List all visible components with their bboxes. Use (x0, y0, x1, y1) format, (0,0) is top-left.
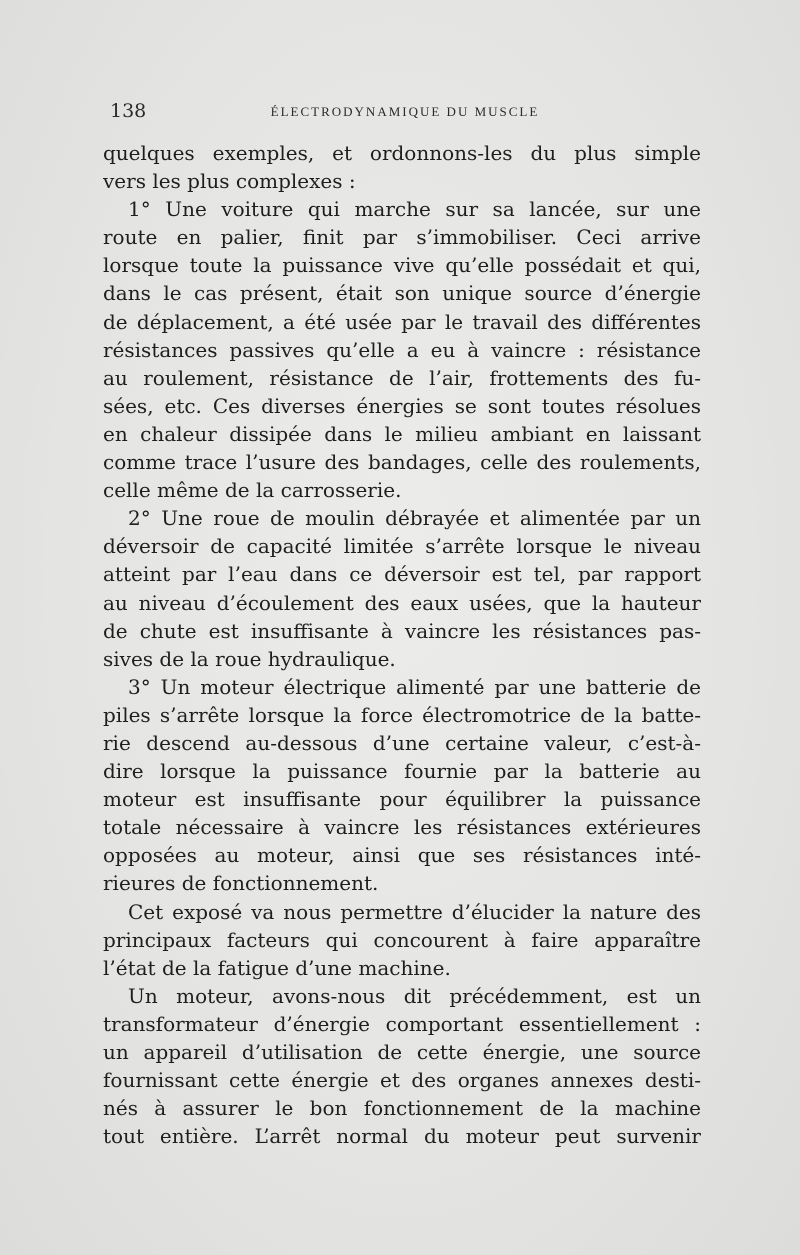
text-line: moteur est insuffisante pour équilibrer la puissance (103, 787, 701, 812)
body-text (103, 139, 701, 1150)
text-line: route en palier, finit par s’immobiliser. Ceci arrive (103, 225, 701, 250)
text-line: nés à assurer le bon fonctionnement de la machine (103, 1096, 701, 1121)
running-title: ÉLECTRODYNAMIQUE DU MUSCLE (270, 104, 540, 119)
text-line: au niveau d’écoulement des eaux usées, que la hauteur (103, 590, 701, 615)
text-line: rieures de fonctionnement. (103, 871, 379, 896)
text-line: totale nécessaire à vaincre les résistances extérieures (103, 815, 701, 840)
text-line: celle même de la carrosserie. (103, 478, 402, 503)
text-line: dans le cas présent, était son unique source d’énergie (103, 281, 701, 306)
text-line: lorsque toute la puissance vive qu’elle possédait et qui, (103, 253, 701, 278)
text-line: de chute est insuffisante à vaincre les résistances pas- (103, 618, 701, 643)
text-line: Un moteur, avons-nous dit précédemment, est un (128, 983, 701, 1008)
text-line: quelques exemples, et ordonnons-les du plus simple (103, 141, 701, 165)
text-line: l’état de la fatigue d’une machine. (103, 955, 451, 980)
text-line: comme trace l’usure des bandages, celle des roulements, (103, 450, 701, 475)
text-line: transformateur d’énergie comportant essentiellement : (103, 1011, 701, 1036)
text-line: dire lorsque la puissance fournie par la batterie au (103, 759, 701, 784)
text-line: opposées au moteur, ainsi que ses résistances inté- (103, 843, 701, 868)
text-line: atteint par l’eau dans ce déversoir est tel, par rapport (103, 562, 701, 587)
text-line: sées, etc. Ces diverses énergies se sont toutes résolues (103, 393, 701, 418)
text-line: au roulement, résistance de l’air, frottements des fu- (103, 365, 701, 390)
text-line: 3° Un moteur électrique alimenté par une batterie de (128, 674, 701, 699)
text-line: un appareil d’utilisation de cette énergie, une source (103, 1040, 701, 1064)
text-line: Cet exposé va nous permettre d’élucider la nature des (128, 899, 701, 924)
text-line: fournissant cette énergie et des organes annexes desti- (103, 1068, 701, 1093)
text-line: déversoir de capacité limitée s’arrête lorsque le niveau (103, 534, 701, 559)
text-line: en chaleur dissipée dans le milieu ambiant en laissant (103, 421, 701, 446)
text-line: de déplacement, a été usée par le travail des différentes (103, 309, 701, 334)
page-header (110, 100, 700, 124)
text-line: vers les plus complexes : (103, 169, 356, 194)
text-line: 1° Une voiture qui marche sur sa lancée, sur une (128, 197, 701, 222)
text-line: principaux facteurs qui concourent à faire apparaître (103, 927, 701, 952)
text-line: 2° Une roue de moulin débrayée et alimentée par un (128, 506, 701, 531)
text-line: résistances passives qu’elle a eu à vaincre : résistance (103, 337, 701, 362)
text-line: piles s’arrête lorsque la force électromotrice de la batte- (103, 702, 701, 727)
text-line: rie descend au-dessous d’une certaine valeur, c’est-à- (103, 730, 701, 755)
page-number: 138 (110, 100, 147, 122)
text-line: sives de la roue hydraulique. (103, 646, 396, 671)
text-line: tout entière. L’arrêt normal du moteur peut survenir (103, 1124, 701, 1149)
